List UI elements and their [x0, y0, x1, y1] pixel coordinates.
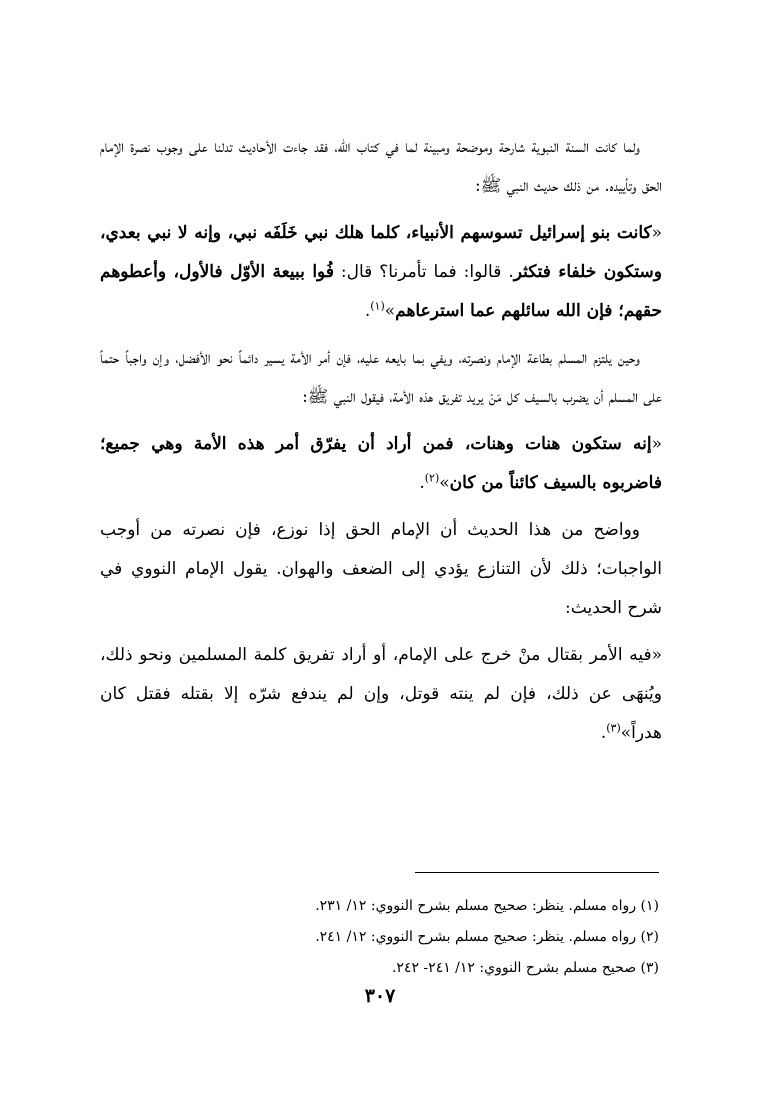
- footnote-ref-2: (٢): [424, 471, 440, 485]
- paragraph-obedience: وحين يلتزم المسلم بطاعة الإمام ونصرته، ويفي بما بايعه عليه، فإن أمر الأمة يسير دائماً نحو الأفضل، وإن واجباً حتماً على المسلم أن يضرب بالسيف كل مَنْ يريد تفريق هذه الأمة، فيقول النبي ﷺ:: [100, 348, 662, 407]
- paragraph-explanation: وواضح من هذا الحديث أن الإمام الحق إذا نوزع، فإن نصرته من أوجب الواجبات؛ ذلك لأن التنازع يؤدي إلى الضعف والهوان. يقول الإمام النووي في شرح الحديث:: [100, 520, 662, 618]
- hadith-quote-2: [100, 425, 662, 503]
- sentence-end: .: [600, 723, 607, 743]
- footnote-3: (٣) صحيح مسلم بشرح النووي: ١٢/ ٢٤١- ٢٤٢.: [391, 960, 659, 976]
- page-number: ٣٠٧: [364, 985, 396, 1007]
- nawawi-quote-text: «فيه الأمر بقتال منْ خرج على الإمام، أو أراد تفريق كلمة المسلمين ونحو ذلك، ويُنهَى عن ذلك، فإن لم ينته قوتل، وإن لم يندفع شرّه إلا بقتله فقتل كان هدراً»: [100, 645, 662, 743]
- footnote-separator: [415, 872, 659, 873]
- sentence-end: .: [364, 301, 371, 321]
- quote-close-mark: »: [384, 301, 396, 321]
- quote-open-mark: «: [651, 434, 662, 454]
- quote-close-mark: »: [439, 473, 450, 493]
- sentence-end: .: [419, 473, 425, 493]
- footnote-2: (٢) رواه مسلم. ينظر: صحيح مسلم بشرح النووي: ١٢/ ٢٤١.: [315, 929, 659, 945]
- nawawi-quote: [100, 636, 662, 753]
- hadith-1-text-b: فُوا ببيعة الأوّل فالأول، وأعطوهم حقهم؛ فإن الله سائلهم عما استرعاهم: [100, 262, 662, 321]
- hadith-1-text-a: كانت بنو إسرائيل تسوسهم الأنبياء، كلما هلك نبي خَلَفَه نبي، وإنه لا نبي بعدي، وستكون خلفاء فتكثر: [100, 223, 662, 282]
- footnotes: [99, 891, 659, 984]
- paragraph-intro: ولما كانت السنة النبوية شارحة وموضحة ومبينة لما في كتاب الله، فقد جاءت الأحاديث تدلنا على وجوب نصرة الإمام الحق وتأييده. من ذلك حديث النبي ﷺ:: [100, 137, 662, 196]
- hadith-quote-1: [100, 214, 662, 331]
- quote-open-mark: «: [651, 223, 662, 243]
- footnote-1: (١) رواه مسلم. ينظر: صحيح مسلم بشرح النووي: ١٢/ ٢٣١.: [315, 898, 659, 914]
- footnote-ref-3: (٣): [606, 721, 621, 735]
- page-body: [100, 128, 662, 761]
- hadith-1-narration: . قالوا: فما تأمرنا؟ قال:: [333, 262, 514, 282]
- footnote-ref-1: (١): [370, 299, 385, 313]
- hadith-2-text: إنه ستكون هنات وهنات، فمن أراد أن يفرّق أمر هذه الأمة وهي جميع؛ فاضربوه بالسيف كائناً من كان: [100, 434, 662, 493]
